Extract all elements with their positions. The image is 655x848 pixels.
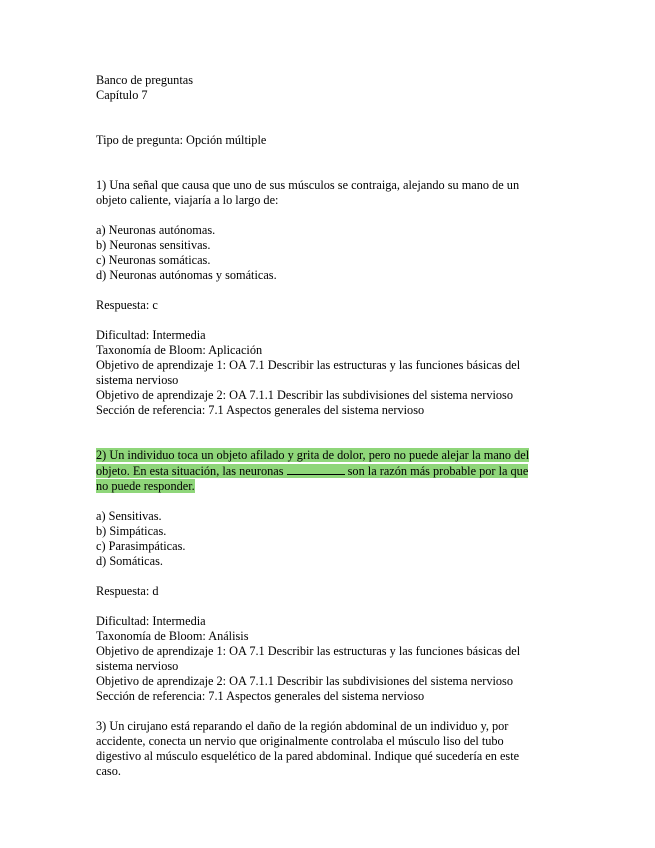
answer-blank: [287, 463, 345, 475]
question-1-objective-1-line-2: sistema nervioso: [96, 373, 179, 387]
question-2-text-line-2a: objeto. En esta situación, las neuronas: [96, 464, 284, 478]
header-title: Banco de preguntas: [96, 73, 193, 87]
question-1-text-line-2: objeto caliente, viajaría a lo largo de:: [96, 193, 279, 207]
question-1-option-c: c) Neuronas somáticas.: [96, 253, 211, 267]
question-1-bloom: Taxonomía de Bloom: Aplicación: [96, 343, 263, 357]
question-2-text-line-3: no puede responder.: [96, 479, 195, 493]
question-1-reference: Sección de referencia: 7.1 Aspectos generales del sistema nervioso: [96, 403, 425, 417]
question-type: Tipo de pregunta: Opción múltiple: [96, 133, 267, 147]
question-2-objective-1-line-1: Objetivo de aprendizaje 1: OA 7.1 Describir las estructuras y las funciones básicas del: [96, 644, 521, 658]
question-2-text-line-2b: son la razón más probable por la que: [347, 464, 529, 478]
question-2-option-a: a) Sensitivas.: [96, 509, 162, 523]
question-2-answer: Respuesta: d: [96, 584, 159, 598]
question-2-reference: Sección de referencia: 7.1 Aspectos generales del sistema nervioso: [96, 689, 425, 703]
question-2-objective-1-line-2: sistema nervioso: [96, 659, 179, 673]
question-1-objective-1-line-1: Objetivo de aprendizaje 1: OA 7.1 Describir las estructuras y las funciones básicas del: [96, 358, 521, 372]
question-2: [96, 448, 556, 704]
question-2-objective-2: Objetivo de aprendizaje 2: OA 7.1.1 Describir las subdivisiones del sistema nervioso: [96, 674, 513, 688]
question-2-text-line-1: 2) Un individuo toca un objeto afilado y grita de dolor, pero no puede alejar la mano del: [96, 448, 530, 462]
question-1-option-b: b) Neuronas sensitivas.: [96, 238, 211, 252]
question-1-text-line-1: 1) Una señal que causa que uno de sus músculos se contraiga, alejando su mano de un: [96, 178, 520, 192]
question-1-option-d: d) Neuronas autónomas y somáticas.: [96, 268, 277, 282]
question-1-difficulty: Dificultad: Intermedia: [96, 328, 206, 342]
question-2-option-c: c) Parasimpáticas.: [96, 539, 186, 553]
question-3-text-line-2: accidente, conecta un nervio que originalmente controlaba el músculo liso del tubo: [96, 734, 504, 748]
question-3-text-line-3: digestivo al músculo esquelético de la pared abdominal. Indique qué sucedería en este: [96, 749, 520, 763]
question-2-option-d: d) Somáticas.: [96, 554, 163, 568]
question-3-text-line-4: caso.: [96, 764, 121, 778]
question-2-option-b: b) Simpáticas.: [96, 524, 167, 538]
question-3: [96, 719, 556, 779]
question-2-difficulty: Dificultad: Intermedia: [96, 614, 206, 628]
question-3-text-line-1: 3) Un cirujano está reparando el daño de la región abdominal de un individuo y, por: [96, 719, 509, 733]
question-1-objective-2: Objetivo de aprendizaje 2: OA 7.1.1 Describir las subdivisiones del sistema nervioso: [96, 388, 513, 402]
question-1-option-a: a) Neuronas autónomas.: [96, 223, 216, 237]
question-2-text-line-2: [96, 464, 528, 478]
document-page: [96, 73, 556, 779]
question-2-bloom: Taxonomía de Bloom: Análisis: [96, 629, 249, 643]
question-1: [96, 178, 556, 418]
header-chapter: Capítulo 7: [96, 88, 148, 102]
question-1-answer: Respuesta: c: [96, 298, 158, 312]
